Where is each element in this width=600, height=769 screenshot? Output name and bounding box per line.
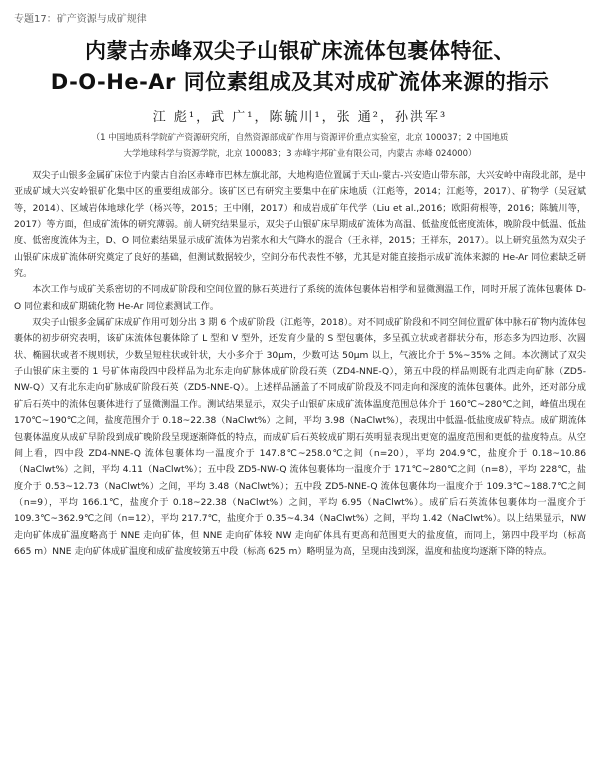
title-line-1: 内蒙古赤峰双尖子山银矿床流体包裹体特征、 bbox=[85, 39, 515, 63]
author-list: 江 彪¹，武 广¹，陈毓川¹，张 通²，孙洪军³ bbox=[152, 110, 448, 125]
paragraph-results: 双尖子山银多金属矿床成矿作用可划分出 3 期 6 个成矿阶段（江彪等，2018）。对不同成矿阶段和不同空间位置矿体中脉石矿物内流体包裹体的初步研究表明，该矿床流体包裹体除了 L 型和 V 型外，还发育少量的 S 型包裹体，多呈孤立状或者群状分布，形态多为四边形、次圆状、椭圆状或者不规则状，少数呈短柱状或针状，大小多介于 30μm，少数可达 50μm 以上，气液比介于 5%~35% 之间。本次测试了双尖子山银矿床主要的 1 号矿体南段四中段样品为北东走向矿脉体成矿阶段石英（ZD4-NNE-Q），第五中段的样品则既有北西走向矿脉（ZD5-NW-Q）又有北东走向矿脉成矿阶段石英（ZD5-NNE-Q）。上述样品涵盖了不同成矿阶段及不同走向和深度的流体包裹体。此外，还对部分成矿后石英中的流体包裹体进行了显微测温工作。测试结果显示，双尖子山银矿床成矿流体温度范围总体介于 160℃~280℃之间，峰值出现在 170℃~190℃之间，盐度范围介于 0.18~22.38（NaClwt%）之间，平均 3.98（NaClwt%），表现出中低温-低盐度成矿特点。成矿期流体包裹体温度从成矿早阶段到成矿晚阶段呈现逐渐降低的特点，而成矿后石英较成矿期石英明显表现出更宽的温度范围和更低的盐度特点。从空间上看，四中段 ZD4-NNE-Q 流体包裹体均一温度介于 147.8℃~258.0℃之间（n=20），平均 204.9℃，盐度介于 0.18~10.86（NaClwt%）之间，平均 4.11（NaClwt%）；五中段 ZD5-NW-Q 流体包裹体均一温度介于 171℃~280℃之间（n=8），平均 228℃，盐度介于 0.53~12.73（NaClwt%）之间，平均 3.48（NaClwt%）；五中段 ZD5-NNE-Q 流体包裹体均一温度介于 109.3℃~188.7℃之间（n=9），平均 166.1℃，盐度介于 0.18~22.38（NaClwt%）之间，平均 6.95（NaClwt%）。成矿后石英流体包裹体均一温度介于 109.3℃~362.9℃之间（n=12），平均 217.7℃，盐度介于 0.35~4.34（NaClwt%）之间，平均 1.42（NaClwt%）。以上结果显示，NW 走向矿体成矿温度略高于 NNE 走向矿体，但 NNE 走向矿体较 NW 走向矿体具有更高和范围更大的盐度值，而同上，第四中段平均（标高 665 m）NNE 走向矿体成矿温度和成矿盐度较第五中段（标高 625 m）略明显为高，呈现由浅到深，温度和盐度均逐渐下降的特点。 bbox=[14, 318, 586, 557]
title-line-2: D-O-He-Ar 同位素组成及其对成矿流体来源的指示 bbox=[50, 70, 550, 94]
affiliation-line-2: 大学地球科学与资源学院，北京 100083；3 赤峰宇邦矿业有限公司，内蒙古 赤峰 024000） bbox=[123, 149, 477, 159]
body-text bbox=[14, 168, 586, 560]
running-header: 专题17：矿产资源与成矿规律 bbox=[14, 14, 147, 25]
paragraph-methods: 本次工作与成矿关系密切的不同成矿阶段和空间位置的脉石英进行了系统的流体包裹体岩相学和显微测温工作，同时开展了流体包裹体 D-O 同位素和成矿期硫化物 He-Ar 同位素测试工作。 bbox=[14, 285, 586, 312]
affiliation-line-1: （1 中国地质科学院矿产资源研究所，自然资源部成矿作用与资源评价重点实验室，北京 100037；2 中国地质 bbox=[91, 133, 509, 143]
paragraph-intro: 双尖子山银多金属矿床位于内蒙古自治区赤峰市巴林左旗北部，大地构造位置属于天山-蒙古-兴安造山带东部，大兴安岭中南段北部，是中亚成矿域大兴安岭银矿化集中区的重要组成部分。该矿区已有研究主要集中在矿床地质（江彪等，2014；江彪等，2017）、矿物学（吴冠斌等，2014）、区域岩体地球化学（杨兴等，2015；王中刚，2017）和成岩成矿年代学（Liu et al.,2016；欧阳荷根等，2016；陈毓川等，2017）等方面，但成矿流体的研究薄弱。前人研究结果显示，双尖子山银矿床早期成矿流体为高温、低盐度低密度流体，晚阶段中低温、低盐度、低密度流体为主，D、O 同位素结果显示成矿流体为岩浆水和大气降水的混合（王永祥，2015；王祥东，2017）。以上研究虽然为双尖子山银矿床成矿流体研究奠定了良好的基础，但测试数据较少，空间分布代表性不够，尤其是对能直接指示成矿流体来源的 He-Ar 同位素缺乏研究。 bbox=[14, 171, 586, 280]
